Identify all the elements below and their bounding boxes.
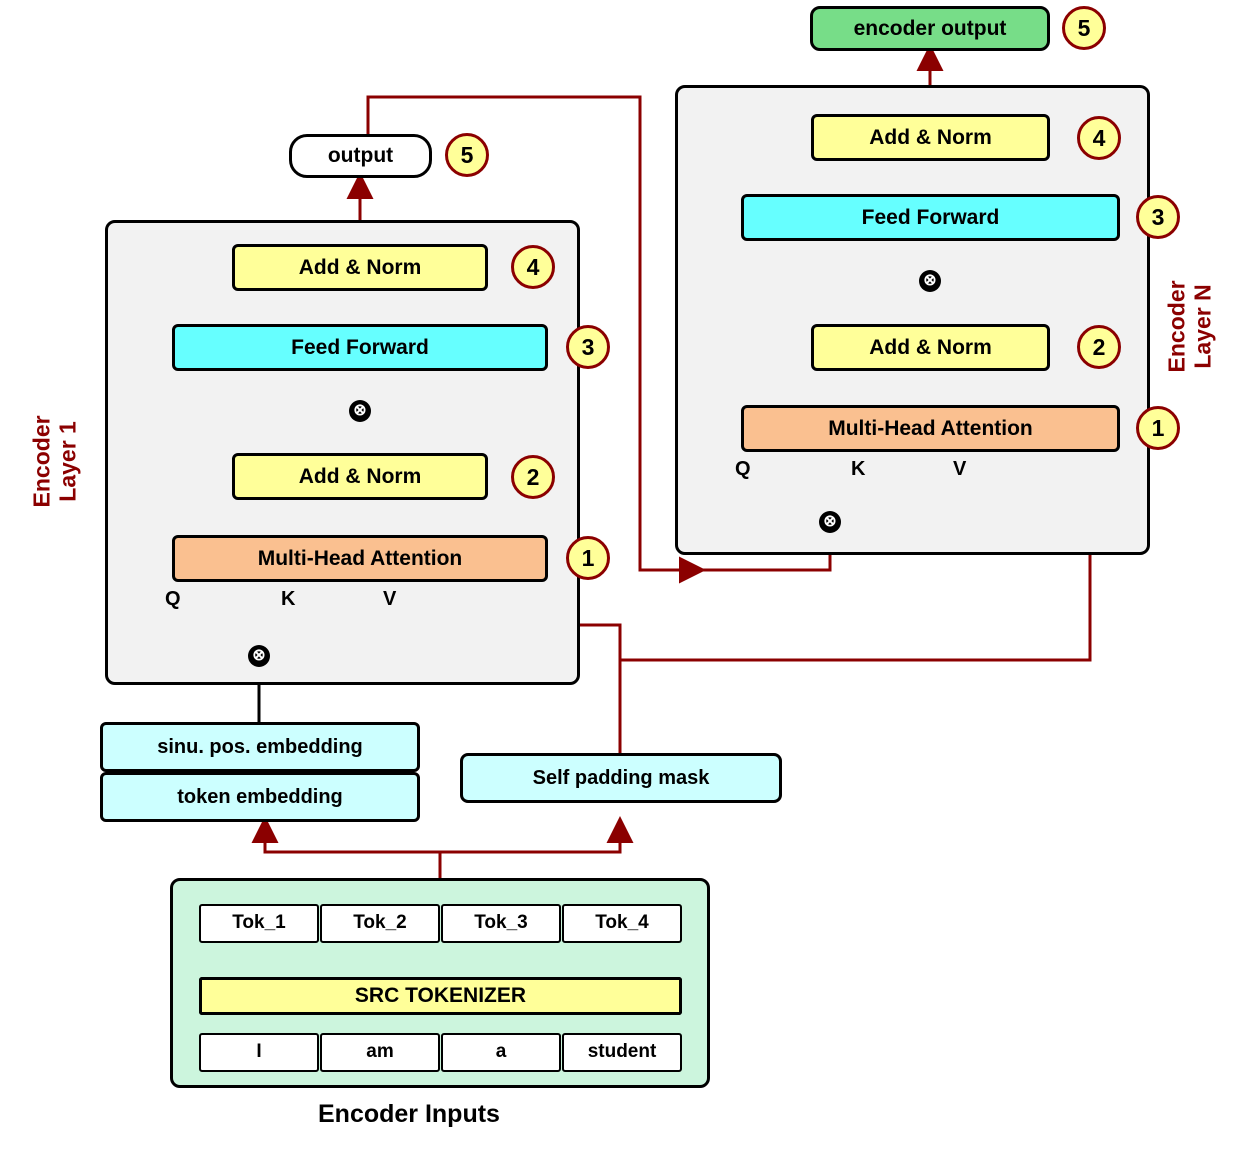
layern-add-norm-2-box [811,114,1050,161]
layer1-residual-add-lower: ⊗ [248,645,270,667]
badge-layern-4: 4 [1077,116,1121,160]
layern-k-label: K [851,458,866,480]
token-label-3: Tok_3 [474,912,528,934]
badge-layer1-4: 4 [511,245,555,289]
token-label-1: Tok_1 [232,912,286,934]
layern-v-label: V [953,458,967,480]
encoder-layer-n-side-label [1164,246,1217,406]
word-box-1 [199,1033,319,1072]
token-box-1 [199,904,319,943]
word-label-1: I [256,1041,262,1063]
src-tokenizer-label: SRC TOKENIZER [354,984,527,1008]
badge-layern-1: 1 [1136,406,1180,450]
word-label-3: a [495,1041,507,1063]
token-embedding-label: token embedding [177,786,343,808]
token-box-2 [320,904,440,943]
layer1-add-norm-2-box [232,244,488,291]
layern-multi-head-attention-box [741,405,1120,452]
badge-layern-3: 3 [1136,195,1180,239]
layern-add-norm-bottom-label: Add & Norm [869,335,992,359]
layern-feed-forward-label: Feed Forward [861,205,1000,229]
self-padding-mask-box [460,753,782,803]
badge-encoder-output-5: 5 [1062,6,1106,50]
layer1-q-label: Q [165,588,181,610]
word-box-4 [562,1033,682,1072]
layer1-residual-add-upper: ⊗ [349,400,371,422]
layern-add-norm-top-label: Add & Norm [869,125,992,149]
badge-layern-2: 2 [1077,325,1121,369]
positional-embedding-box [100,722,420,772]
token-embedding-box [100,772,420,822]
token-box-4 [562,904,682,943]
token-box-3 [441,904,561,943]
positional-embedding-label: sinu. pos. embedding [157,736,363,758]
layer1-mha-label: Multi-Head Attention [257,546,463,570]
self-padding-mask-label: Self padding mask [532,767,710,789]
encoder-layer-1-side-label [29,381,82,541]
badge-layer1-1: 1 [566,536,610,580]
layer1-k-label: K [281,588,296,610]
layern-residual-add-lower: ⊗ [819,511,841,533]
layern-add-norm-1-box [811,324,1050,371]
layer1-v-label: V [383,588,397,610]
word-box-2 [320,1033,440,1072]
encoder-layer-1-side-label-line2: Layer 1 [55,421,81,502]
word-label-4: student [587,1041,657,1063]
encoder-layer-n-side-label-line1: Encoder [1163,280,1190,373]
word-label-2: am [366,1041,394,1063]
layer1-output-label: output [327,144,394,168]
layer1-multi-head-attention-box [172,535,548,582]
layer1-output-box [289,134,432,178]
layer1-add-norm-bottom-label: Add & Norm [298,464,422,488]
encoder-layer-n-side-label-line2: Layer N [1190,284,1216,369]
layern-feed-forward-box [741,194,1120,241]
encoder-layer-1-side-label-line1: Encoder [28,415,55,508]
layer1-feed-forward-box [172,324,548,371]
badge-layer1-3: 3 [566,325,610,369]
token-label-2: Tok_2 [353,912,407,934]
encoder-inputs-caption: Encoder Inputs [318,1100,500,1128]
src-tokenizer-frame [199,977,682,1015]
layer1-add-norm-1-box [232,453,488,500]
encoder-output-box [810,6,1050,51]
word-box-3 [441,1033,561,1072]
layer1-add-norm-top-label: Add & Norm [298,255,422,279]
badge-layer1-2: 2 [511,455,555,499]
layern-q-label: Q [735,458,751,480]
layern-mha-label: Multi-Head Attention [828,416,1033,440]
encoder-output-label: encoder output [853,16,1007,40]
badge-layer1-output-5: 5 [445,133,489,177]
layer1-feed-forward-label: Feed Forward [291,335,429,359]
token-label-4: Tok_4 [595,912,649,934]
layern-residual-add-upper: ⊗ [919,270,941,292]
